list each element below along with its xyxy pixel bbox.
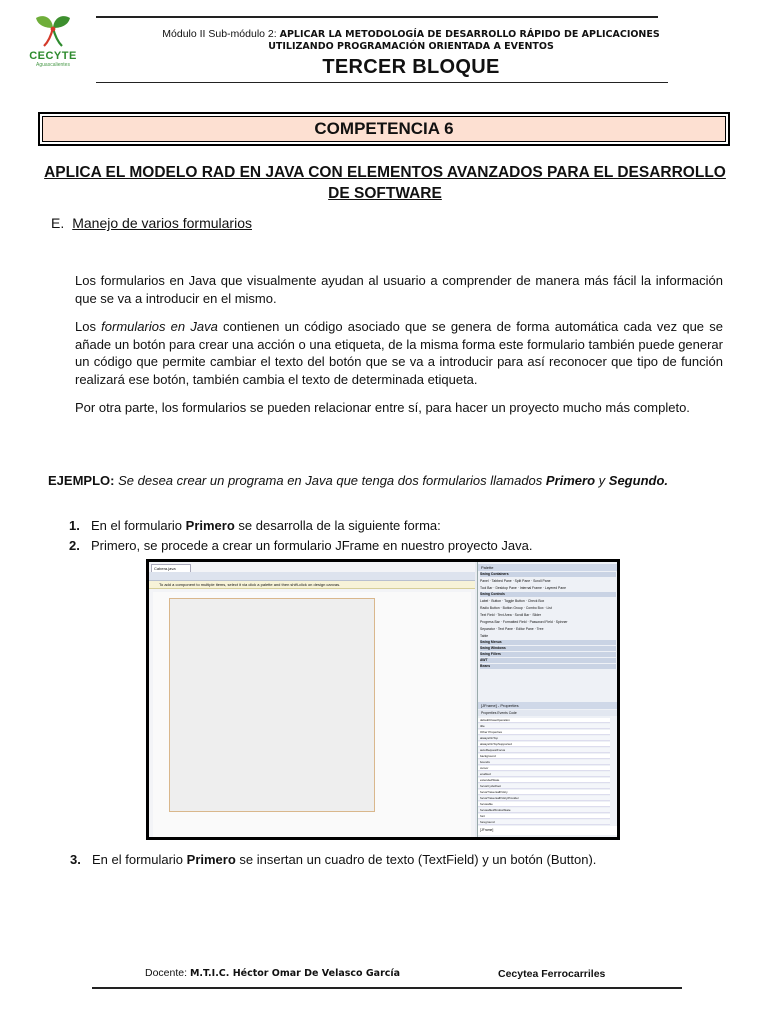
header-rule-top [96, 16, 658, 18]
property-row: autoRequestFocus [478, 748, 610, 753]
property-row: defaultCloseOperation [478, 718, 610, 723]
paragraph-1: Los formularios en Java que visualmente ayudan al usuario a comprender de manera más fácil la información que se va a introducir en el mismo. [75, 273, 723, 306]
palette-row: Tool Bar · Desktop Pane · Internal Frame · Layered Pane [480, 586, 566, 590]
module-title-1: APLICAR LA METODOLOGÍA DE DESARROLLO RÁPIDO DE APLICACIONES [279, 29, 660, 40]
palette-row: Text Field · Text Area · Scroll Bar · Slider [480, 613, 542, 617]
property-row: background [478, 754, 610, 759]
main-title: APLICA EL MODELO RAD EN JAVA CON ELEMENTOS AVANZADOS PARA EL DESARROLLO DE SOFTWARE [44, 164, 726, 202]
logo-text: CECYTE [29, 50, 77, 62]
logo-subtext: Aguascalientes [36, 62, 70, 68]
palette-row: Panel · Tabbed Pane · Split Pane · Scroll Pane [480, 579, 551, 583]
netbeans-screenshot [146, 559, 620, 840]
block-title: TERCER BLOQUE [322, 56, 500, 78]
property-row: focusTraversalPolicy [478, 790, 610, 795]
palette-item: Editor Pane [515, 627, 534, 631]
palette-category: Swing Containers [480, 572, 616, 577]
paragraph-2 [75, 318, 723, 388]
palette-item: Button [491, 599, 502, 603]
paragraph-2-rest: contienen un código asociado que se genera de forma automática cada vez que se añade un botón para crear una acción o una etiqueta, de la misma forma este formulario también puede generar un código que permite cambiar el texto del botón que se va a introducir para así reconocer que tipo de función realizará ese botón, también cambia el texto de determinada etiqueta. [75, 319, 723, 387]
palette-item: Separator [480, 627, 495, 631]
properties-title: [JFrame] - Properties [478, 702, 618, 709]
property-row: alwaysOnTop [478, 736, 610, 741]
editor-tab: Cabera.java [151, 564, 191, 573]
palette-item: Label [480, 599, 489, 603]
editor-toolbar [149, 572, 475, 581]
palette-item: Slider [532, 613, 542, 617]
jframe-form [169, 598, 375, 812]
property-row: title [478, 724, 610, 729]
palette-row: Radio Button · Button Group · Combo Box · List [480, 606, 552, 610]
property-row: focusTraversalPolicyProvider [478, 796, 610, 801]
palette-category: AWT [480, 658, 616, 663]
property-row: font [478, 814, 610, 819]
palette-row: Separator · Text Pane · Editor Pane · Tree [480, 627, 544, 631]
property-row: alwaysOnTopSupported [478, 742, 610, 747]
palette-item: Panel [480, 579, 489, 583]
properties-tabs: Properties Events Code [478, 710, 618, 716]
palette-item: Desktop Pane [495, 586, 517, 590]
property-row: cursor [478, 766, 610, 771]
palette-item: Formatted Field [502, 620, 527, 624]
step-text-pre: En el formulario [92, 852, 187, 867]
palette-category: Swing Fillers [480, 652, 616, 657]
step-1 [69, 518, 441, 533]
step-text-post: se insertan un cuadro de texto (TextField) y un botón (Button). [235, 852, 597, 867]
property-row: Other Properties [478, 730, 610, 735]
property-row: focusable [478, 802, 610, 807]
palette-item: Split Pane [514, 579, 531, 583]
palette-item: Combo Box [525, 606, 544, 610]
competencia-box [38, 112, 730, 146]
step-number: 2. [69, 538, 80, 553]
cecyte-logo [22, 12, 84, 68]
module-prefix: Módulo II Sub-módulo 2: [162, 28, 277, 40]
footer-rule [92, 987, 682, 989]
properties-footer: [JFrame] [478, 826, 618, 835]
palette-title: Palette [478, 564, 618, 571]
palette-pane [477, 562, 618, 837]
property-row: enabled [478, 772, 610, 777]
example-text-1: Se desea crear un programa en Java que tenga dos formularios llamados [118, 473, 546, 488]
design-hint: To add a component to multiple items, select it via click a palette and then shift-click on design canvas. [149, 581, 475, 589]
example-text-2: y [595, 473, 609, 488]
example-label: EJEMPLO: [48, 473, 115, 488]
palette-item: Spinner [555, 620, 568, 624]
palette-item: Toggle Button [504, 599, 525, 603]
property-row: focusCycleRoot [478, 784, 610, 789]
paragraph-2-italic: formularios en Java [101, 319, 218, 334]
palette-item: Radio Button [480, 606, 500, 610]
module-title-2: UTILIZANDO PROGRAMACIÓN ORIENTADA A EVENTOS [268, 41, 554, 52]
step-2 [69, 538, 532, 553]
palette-category: Swing Controls [480, 592, 616, 597]
step-text: Primero, se procede a crear un formulario JFrame en nuestro proyecto Java. [91, 538, 533, 553]
footer-institution: Cecytea Ferrocarriles [498, 968, 606, 980]
footer-teacher [145, 967, 400, 979]
example-bold-1: Primero [545, 473, 596, 488]
step-number: 3. [70, 852, 81, 867]
palette-item: Password Field [529, 620, 553, 624]
palette-category: Beans [480, 664, 616, 669]
competencia-title: COMPETENCIA 6 [42, 116, 726, 142]
example-line [48, 473, 668, 488]
module-line-1 [96, 28, 726, 41]
paragraph-2-start: Los [75, 319, 102, 334]
paragraph-3: Por otra parte, los formularios se pueden relacionar entre sí, para hacer un proyecto mucho más completo. [75, 400, 690, 415]
palette-item: Progress Bar [480, 620, 500, 624]
palette-item: Tabbed Pane [491, 579, 512, 583]
property-row: extendedState [478, 778, 610, 783]
palette-item: Scroll Bar [514, 613, 530, 617]
palette-item: Internal Frame [519, 586, 542, 590]
palette-item: Text Area [497, 613, 512, 617]
palette-category: Swing Windows [480, 646, 616, 651]
header-rule-bottom [96, 82, 668, 83]
palette-item: Tree [536, 627, 544, 631]
leaf-logo-icon [22, 12, 84, 52]
section-title: Manejo de varios formularios [72, 215, 252, 231]
property-row: bounds [478, 760, 610, 765]
example-bold-2: Segundo. [608, 473, 668, 488]
palette-item: Layered Pane [544, 586, 566, 590]
palette-item: Text Pane [497, 627, 513, 631]
step-number: 1. [69, 518, 80, 533]
palette-item: Tool Bar [480, 586, 493, 590]
palette-item: Table [480, 634, 489, 638]
step-text-pre: En el formulario [91, 518, 186, 533]
teacher-name: M.T.I.C. Héctor Omar De Velasco García [189, 968, 401, 979]
palette-row: Label · Button · Toggle Button · Check Box [480, 599, 545, 603]
design-pane [149, 562, 475, 837]
palette-item: Button Group [502, 606, 523, 610]
section-letter: E. [51, 215, 65, 231]
palette-item: Check Box [527, 599, 545, 603]
step-text-post: se desarrolla de la siguiente forma: [234, 518, 441, 533]
step-text-bold: Primero [186, 852, 236, 867]
step-3 [70, 852, 596, 867]
palette-item: List [546, 606, 552, 610]
property-row: foreground [478, 820, 610, 825]
property-row: focusableWindowState [478, 808, 610, 813]
palette-item: Scroll Pane [533, 579, 551, 583]
section-heading [51, 215, 252, 231]
palette-row: Progress Bar · Formatted Field · Password Field · Spinner [480, 620, 568, 624]
palette-item: Text Field [480, 613, 495, 617]
palette-category: Swing Menus [480, 640, 616, 645]
step-text-bold: Primero [185, 518, 235, 533]
teacher-label: Docente: [145, 967, 188, 979]
